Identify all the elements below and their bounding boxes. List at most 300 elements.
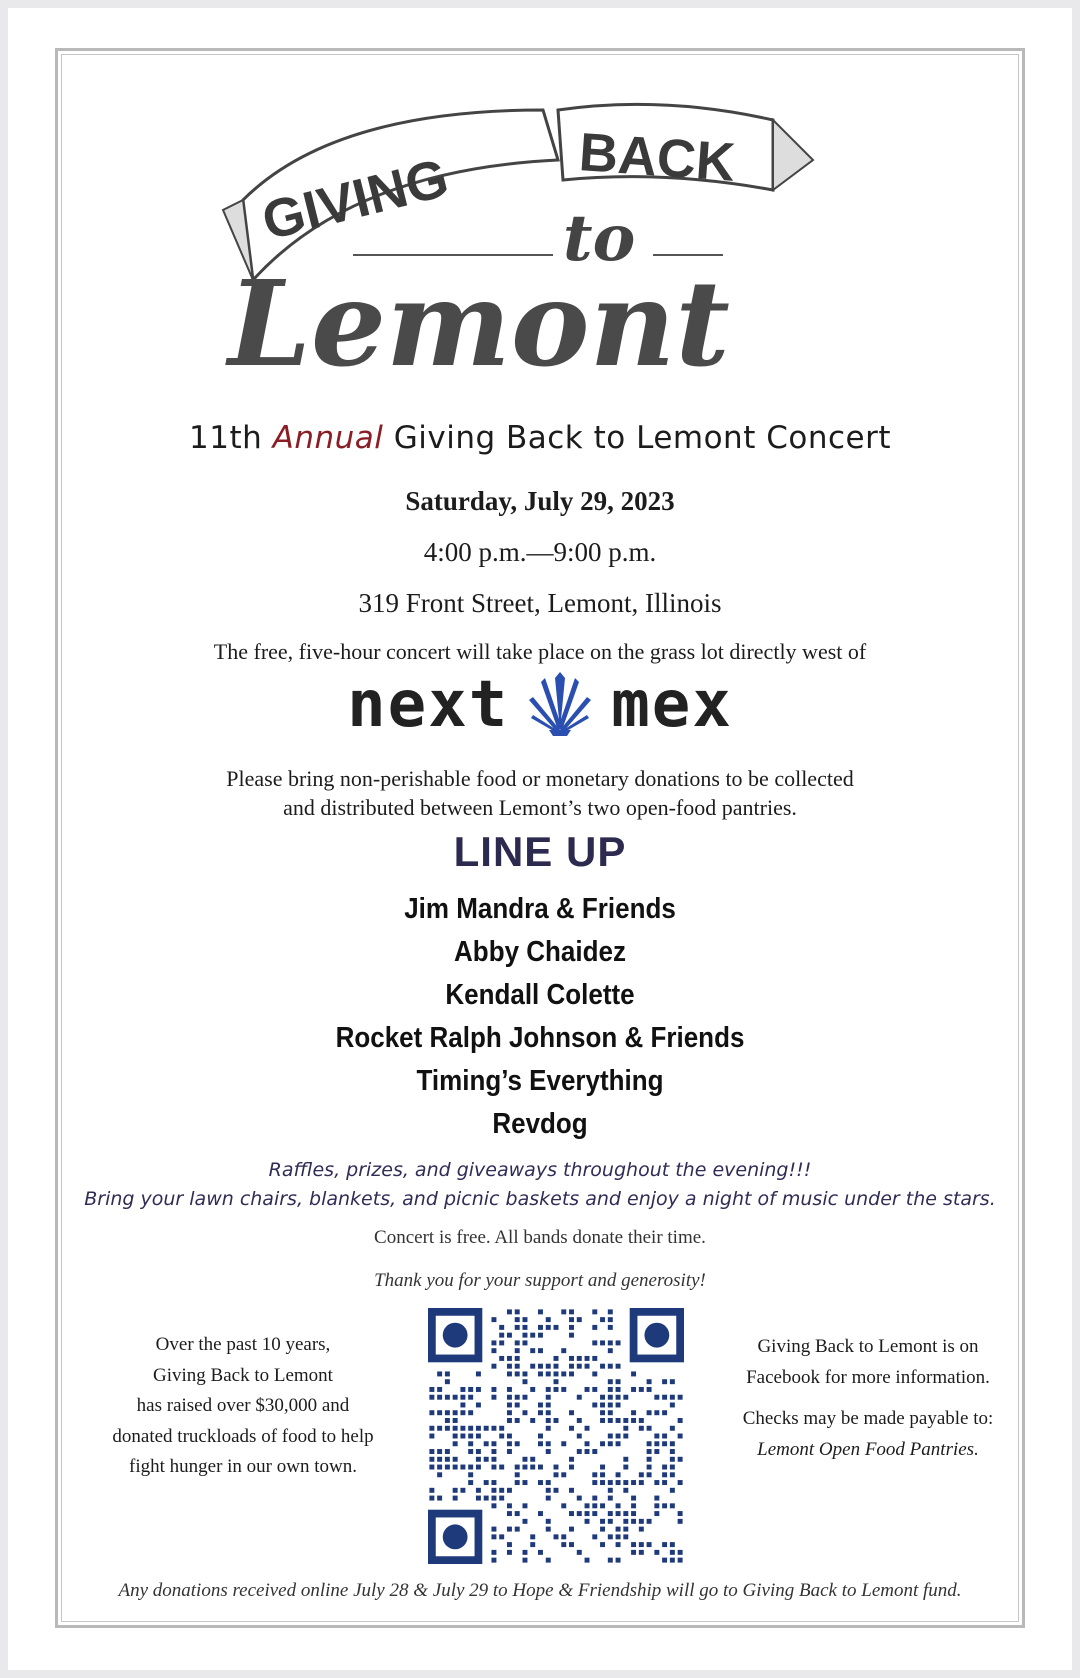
qr-module (515, 1325, 520, 1330)
giving-back-logo (213, 90, 843, 400)
history-line: donated truckloads of food to help (112, 1425, 374, 1447)
qr-module (507, 1410, 512, 1415)
history-line: fight hunger in our own town. (129, 1456, 357, 1477)
qr-module (460, 1402, 465, 1407)
qr-module (577, 1364, 582, 1369)
qr-module (445, 1418, 450, 1423)
qr-module (499, 1465, 504, 1470)
qr-module (654, 1496, 659, 1501)
qr-module (499, 1325, 504, 1330)
qr-module (623, 1434, 628, 1439)
qr-module (453, 1410, 458, 1415)
qr-module (569, 1465, 574, 1470)
qr-module (608, 1402, 613, 1407)
qr-module (468, 1387, 473, 1392)
logo-lemont-text: Lemont (228, 254, 730, 393)
qr-module (515, 1364, 520, 1369)
qr-module (577, 1395, 582, 1400)
qr-module (561, 1503, 566, 1508)
qr-module (515, 1356, 520, 1361)
qr-module (678, 1558, 683, 1563)
qr-module (445, 1457, 450, 1462)
qr-module (623, 1465, 628, 1470)
qr-module (522, 1503, 527, 1508)
qr-module (445, 1371, 450, 1376)
qr-module (499, 1488, 504, 1493)
qr-module (631, 1542, 636, 1547)
qr-module (491, 1387, 496, 1392)
qr-module (569, 1488, 574, 1493)
qr-module (499, 1340, 504, 1345)
qr-module (546, 1527, 551, 1532)
qr-module (654, 1410, 659, 1415)
qr-module (639, 1472, 644, 1477)
qr-module (654, 1503, 659, 1508)
qr-module (647, 1410, 652, 1415)
qr-module (453, 1488, 458, 1493)
qr-module (670, 1465, 675, 1470)
qr-module (554, 1534, 559, 1539)
qr-module (515, 1340, 520, 1345)
qr-module (585, 1449, 590, 1454)
qr-module (647, 1441, 652, 1446)
qr-module (608, 1364, 613, 1369)
qr-module (546, 1387, 551, 1392)
qr-module (491, 1364, 496, 1369)
qr-module (647, 1542, 652, 1547)
qr-module (616, 1542, 621, 1547)
qr-module (654, 1550, 659, 1555)
qr-module (678, 1395, 683, 1400)
qr-module (453, 1441, 458, 1446)
qr-module (491, 1441, 496, 1446)
qr-module (592, 1371, 597, 1376)
qr-module (437, 1387, 442, 1392)
qr-module (538, 1402, 543, 1407)
event-time: 4:00 p.m.—9:00 p.m. (423, 537, 657, 567)
qr-module (429, 1426, 434, 1431)
history-line: Giving Back to Lemont (153, 1364, 333, 1386)
qr-module (522, 1395, 527, 1400)
band-name: Rocket Ralph Johnson & Friends (335, 1020, 745, 1054)
qr-module (592, 1309, 597, 1314)
qr-module (437, 1457, 442, 1462)
qr-module (515, 1317, 520, 1322)
qr-module (507, 1542, 512, 1547)
qr-module (522, 1519, 527, 1524)
qr-module (507, 1488, 512, 1493)
qr-module (600, 1542, 605, 1547)
qr-module (429, 1434, 434, 1439)
qr-module (623, 1527, 628, 1532)
band-name: Jim Mandra & Friends (404, 891, 676, 925)
qr-module (631, 1511, 636, 1516)
qr-module (600, 1503, 605, 1508)
qr-module (476, 1465, 481, 1470)
qr-module (670, 1503, 675, 1508)
qr-module (554, 1465, 559, 1470)
qr-module (476, 1426, 481, 1431)
qr-module (623, 1480, 628, 1485)
qr-module (585, 1441, 590, 1446)
qr-module (491, 1340, 496, 1345)
qr-finder-dot (443, 1323, 468, 1348)
qr-module (647, 1387, 652, 1392)
qr-module (476, 1488, 481, 1493)
qr-module (670, 1488, 675, 1493)
qr-module (561, 1472, 566, 1477)
qr-module (569, 1527, 574, 1532)
qr-module (608, 1410, 613, 1415)
qr-module (670, 1472, 675, 1477)
qr-module (585, 1511, 590, 1516)
qr-module (546, 1317, 551, 1322)
qr-module (522, 1317, 527, 1322)
qr-module (546, 1371, 551, 1376)
qr-module (522, 1465, 527, 1470)
qr-module (600, 1317, 605, 1322)
qr-module (577, 1496, 582, 1501)
qr-module (600, 1465, 605, 1470)
history-text (88, 1330, 398, 1483)
qr-module (476, 1434, 481, 1439)
qr-module (460, 1410, 465, 1415)
qr-module (670, 1402, 675, 1407)
qr-module (616, 1434, 621, 1439)
qr-module (546, 1418, 551, 1423)
qr-module (546, 1402, 551, 1407)
qr-module (623, 1519, 628, 1524)
qr-module (608, 1534, 613, 1539)
qr-module (561, 1441, 566, 1446)
qr-module (592, 1534, 597, 1539)
qr-module (608, 1348, 613, 1353)
qr-module (561, 1534, 566, 1539)
qr-module (616, 1441, 621, 1446)
concert-title-prefix: 11th (189, 420, 273, 456)
qr-module (499, 1434, 504, 1439)
qr-module (585, 1503, 590, 1508)
qr-module (608, 1558, 613, 1563)
qr-module (554, 1387, 559, 1392)
qr-module (460, 1434, 465, 1439)
qr-module (546, 1519, 551, 1524)
qr-module (429, 1395, 434, 1400)
band-name: Abby Chaidez (454, 934, 626, 968)
qr-module (476, 1496, 481, 1501)
qr-module (522, 1558, 527, 1563)
qr-module (654, 1395, 659, 1400)
qr-module (453, 1496, 458, 1501)
qr-module (429, 1449, 434, 1454)
qr-module (538, 1511, 543, 1516)
next-mex-left-word: next (347, 668, 510, 742)
qr-module (616, 1472, 621, 1477)
qr-module (569, 1371, 574, 1376)
qr-module (616, 1527, 621, 1532)
qr-module (600, 1441, 605, 1446)
qr-module (538, 1480, 543, 1485)
qr-module (460, 1387, 465, 1392)
qr-module (678, 1457, 683, 1462)
qr-module (507, 1371, 512, 1376)
logo-giving-text: GIVING (256, 147, 455, 252)
qr-module (507, 1387, 512, 1392)
qr-module (445, 1465, 450, 1470)
qr-module (623, 1395, 628, 1400)
qr-module (670, 1426, 675, 1431)
qr-module (499, 1356, 504, 1361)
qr-module (616, 1395, 621, 1400)
qr-module (522, 1550, 527, 1555)
qr-module (538, 1371, 543, 1376)
giving-back-logo-art (213, 90, 843, 400)
qr-module (639, 1527, 644, 1532)
qr-module (569, 1457, 574, 1462)
qr-module (460, 1395, 465, 1400)
qr-module (499, 1426, 504, 1431)
qr-module (561, 1542, 566, 1547)
qr-module (600, 1402, 605, 1407)
qr-module (569, 1356, 574, 1361)
raffles-line-2: Bring your lawn chairs, blankets, and picnic baskets and enjoy a night of music under the stars. (84, 1188, 996, 1210)
qr-module (507, 1511, 512, 1516)
facebook-line-2: Facebook for more information. (746, 1367, 990, 1388)
qr-module (585, 1356, 590, 1361)
qr-module (616, 1402, 621, 1407)
qr-module (616, 1558, 621, 1563)
qr-module (600, 1472, 605, 1477)
qr-module (530, 1418, 535, 1423)
qr-module (608, 1519, 613, 1524)
event-date: Saturday, July 29, 2023 (405, 486, 675, 516)
qr-module (654, 1434, 659, 1439)
qr-module (608, 1434, 613, 1439)
qr-module (522, 1480, 527, 1485)
qr-module (491, 1395, 496, 1400)
qr-module (647, 1457, 652, 1462)
qr-module (445, 1379, 450, 1384)
qr-module (429, 1488, 434, 1493)
lineup-title: LINE UP (453, 828, 627, 875)
qr-module (468, 1441, 473, 1446)
next-mex-right-word: mex (611, 668, 733, 742)
qr-module (507, 1309, 512, 1314)
qr-module (592, 1480, 597, 1485)
qr-module (561, 1348, 566, 1353)
qr-module (491, 1503, 496, 1508)
qr-module (662, 1395, 667, 1400)
qr-module (546, 1558, 551, 1563)
qr-module (577, 1418, 582, 1423)
qr-finder-dot (443, 1524, 468, 1549)
qr-module (600, 1418, 605, 1423)
qr-module (468, 1449, 473, 1454)
qr-module (530, 1364, 535, 1369)
qr-module (515, 1309, 520, 1314)
qr-module (484, 1426, 489, 1431)
qr-module (662, 1434, 667, 1439)
concert-title-suffix: Giving Back to Lemont Concert (383, 420, 891, 456)
band-name: Revdog (492, 1106, 588, 1140)
qr-module (623, 1418, 628, 1423)
qr-module (592, 1402, 597, 1407)
qr-module (585, 1426, 590, 1431)
qr-module (662, 1503, 667, 1508)
checks-payee: Lemont Open Food Pantries. (757, 1439, 979, 1460)
qr-module (437, 1465, 442, 1470)
qr-module (569, 1542, 574, 1547)
qr-module (639, 1519, 644, 1524)
qr-module (577, 1317, 582, 1322)
qr-module (592, 1496, 597, 1501)
qr-module (453, 1395, 458, 1400)
donation-request (8, 764, 1072, 822)
qr-module (522, 1371, 527, 1376)
qr-module (507, 1527, 512, 1532)
qr-module (647, 1449, 652, 1454)
qr-module (429, 1387, 434, 1392)
qr-module (616, 1534, 621, 1539)
qr-module (608, 1496, 613, 1501)
qr-code[interactable] (428, 1308, 684, 1564)
qr-module (592, 1503, 597, 1508)
qr-module (491, 1534, 496, 1539)
qr-module (491, 1449, 496, 1454)
event-address: 319 Front Street, Lemont, Illinois (358, 588, 722, 618)
band-name: Timing’s Everything (416, 1063, 664, 1097)
qr-module (538, 1364, 543, 1369)
qr-module (538, 1348, 543, 1353)
free-concert-note: Concert is free. All bands donate their time. (374, 1227, 706, 1248)
qr-module (468, 1465, 473, 1470)
qr-module (460, 1426, 465, 1431)
qr-module (554, 1371, 559, 1376)
qr-module (499, 1333, 504, 1338)
qr-module (546, 1410, 551, 1415)
qr-module (429, 1410, 434, 1415)
qr-module (585, 1364, 590, 1369)
qr-module (600, 1395, 605, 1400)
qr-module (476, 1449, 481, 1454)
qr-module (468, 1472, 473, 1477)
qr-module (437, 1395, 442, 1400)
raffles-line-1: Raffles, prizes, and giveaways throughout the evening!!! (268, 1159, 812, 1181)
qr-module (569, 1511, 574, 1516)
qr-module (654, 1480, 659, 1485)
qr-module (453, 1426, 458, 1431)
qr-module (530, 1333, 535, 1338)
qr-module (437, 1410, 442, 1415)
qr-module (507, 1395, 512, 1400)
concert-title (8, 420, 1072, 456)
qr-module (554, 1379, 559, 1384)
qr-module (554, 1364, 559, 1369)
qr-module (670, 1457, 675, 1462)
qr-module (507, 1449, 512, 1454)
qr-module (453, 1434, 458, 1439)
qr-module (577, 1434, 582, 1439)
qr-module (592, 1340, 597, 1345)
qr-module (616, 1480, 621, 1485)
qr-module (585, 1558, 590, 1563)
qr-module (577, 1449, 582, 1454)
qr-module (647, 1426, 652, 1431)
qr-module (600, 1340, 605, 1345)
qr-module (538, 1309, 543, 1314)
qr-module (631, 1480, 636, 1485)
qr-module (670, 1441, 675, 1446)
qr-module (670, 1542, 675, 1547)
logo-back-text: BACK (577, 122, 737, 193)
qr-module (639, 1426, 644, 1431)
qr-module (554, 1325, 559, 1330)
qr-module (538, 1550, 543, 1555)
qr-module (507, 1333, 512, 1338)
qr-module (499, 1534, 504, 1539)
raffles-note (8, 1156, 1072, 1214)
qr-module (678, 1434, 683, 1439)
qr-module (662, 1558, 667, 1563)
qr-module (662, 1472, 667, 1477)
qr-module (554, 1472, 559, 1477)
qr-module (662, 1379, 667, 1384)
band-name: Kendall Colette (445, 977, 635, 1011)
qr-module (491, 1348, 496, 1353)
qr-module (538, 1333, 543, 1338)
qr-module (600, 1410, 605, 1415)
qr-module (484, 1441, 489, 1446)
qr-module (530, 1457, 535, 1462)
qr-module (608, 1441, 613, 1446)
qr-module (662, 1441, 667, 1446)
qr-module (491, 1550, 496, 1555)
qr-module (592, 1511, 597, 1516)
qr-module (577, 1356, 582, 1361)
qr-module (491, 1317, 496, 1322)
qr-module (654, 1511, 659, 1516)
qr-module (616, 1503, 621, 1508)
qr-module (670, 1379, 675, 1384)
qr-module (476, 1457, 481, 1462)
qr-module (429, 1465, 434, 1470)
qr-module (600, 1364, 605, 1369)
qr-module (662, 1480, 667, 1485)
qr-module (662, 1465, 667, 1470)
qr-module (546, 1449, 551, 1454)
qr-module (484, 1496, 489, 1501)
qr-module (515, 1348, 520, 1353)
qr-module (546, 1488, 551, 1493)
qr-module (623, 1426, 628, 1431)
qr-module (491, 1480, 496, 1485)
qr-module (608, 1309, 613, 1314)
qr-module (616, 1511, 621, 1516)
qr-module (538, 1441, 543, 1446)
qr-module (569, 1426, 574, 1431)
qr-module (608, 1325, 613, 1330)
qr-module (554, 1418, 559, 1423)
qr-module (468, 1426, 473, 1431)
qr-module (499, 1496, 504, 1501)
qr-module (623, 1488, 628, 1493)
checks-line: Checks may be made payable to: (742, 1408, 994, 1429)
donation-request-line-1: Please bring non-perishable food or monetary donations to be collected (226, 766, 854, 791)
qr-module (616, 1387, 621, 1392)
qr-module (600, 1519, 605, 1524)
qr-module (670, 1395, 675, 1400)
qr-module (538, 1465, 543, 1470)
